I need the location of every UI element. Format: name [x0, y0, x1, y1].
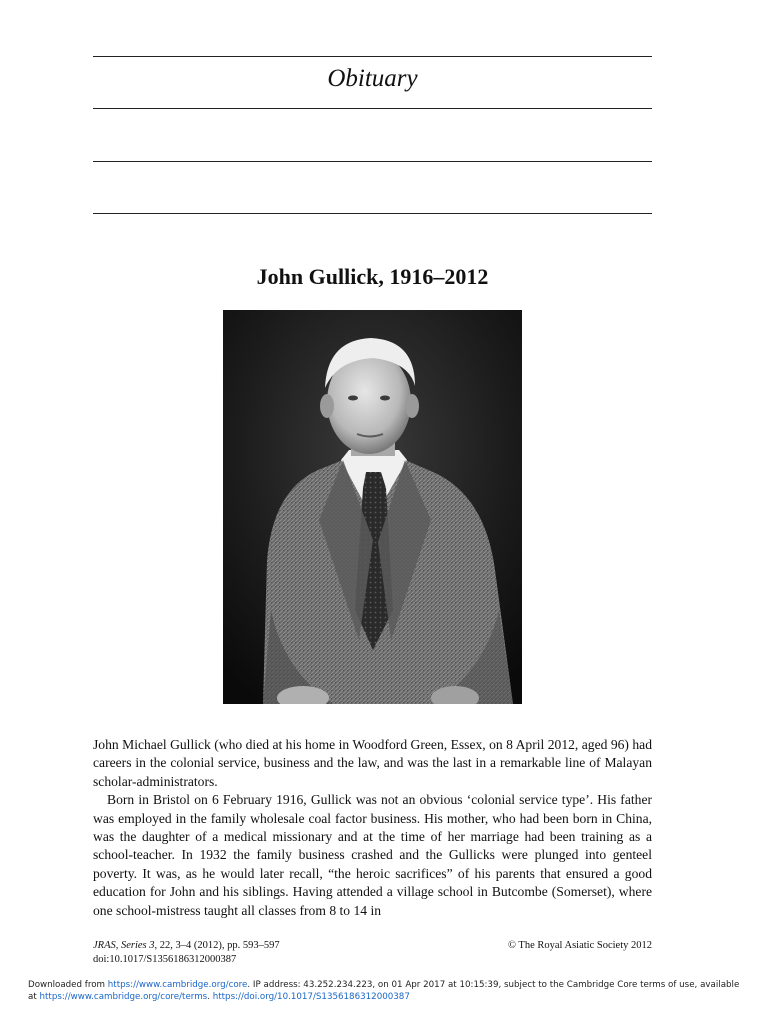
doi: doi:10.1017/S1356186312000387	[93, 954, 237, 965]
spacer-rule-1	[93, 161, 652, 162]
cambridge-core-link[interactable]: https://www.cambridge.org/core	[107, 980, 248, 990]
citation-journal: JRAS, Series 3	[93, 940, 155, 951]
download-middle: . IP address: 43.252.234.223, on 01 Apr 2017 at 10:15:39, subject to the Cambridge Core terms of use, available at	[28, 980, 740, 1002]
article-title: John Gullick, 1916–2012	[256, 264, 489, 289]
download-notice	[28, 979, 750, 1003]
citation	[93, 939, 280, 953]
citation-details: , 22, 3–4 (2012), pp. 593–597	[154, 940, 280, 951]
citation-block	[93, 939, 280, 967]
doi-link[interactable]: https://doi.org/10.1017/S1356186312000387	[212, 992, 410, 1002]
spacer-rule-2	[93, 213, 652, 214]
download-separator: .	[207, 992, 213, 1002]
portrait-photo	[223, 310, 522, 704]
article-body	[93, 736, 652, 920]
paragraph: John Michael Gullick (who died at his home in Woodford Green, Essex, on 8 April 2012, aged 96) had careers in the colonial service, business and the law, and was the last in a remarkable line of Malayan scholar-administrators.	[93, 737, 652, 789]
paragraph: Born in Bristol on 6 February 1916, Gullick was not an obvious ‘colonial service type’. His father was employed in the family wholesale coal factor business. His mother, who had been born in China, was the daughter of a medical missionary and at the time of her marriage had been training as a school-teacher. In 1932 the family business crashed and the Gullicks were plunged into genteel poverty. It was, as he would later recall, “the heroic sacrifices” of his parents that ensured a good education for John and his siblings. Having attended a village school in Butcombe (Somerset), where one school-mistress taught all classes from 8 to 14 in	[93, 792, 652, 918]
download-prefix: Downloaded from	[28, 980, 108, 990]
top-rule	[93, 56, 652, 57]
section-label: Obituary	[327, 65, 418, 92]
section-rule-lower	[93, 108, 652, 109]
copyright-notice: © The Royal Asiatic Society 2012	[508, 940, 652, 951]
terms-link[interactable]: https://www.cambridge.org/core/terms	[39, 992, 208, 1002]
